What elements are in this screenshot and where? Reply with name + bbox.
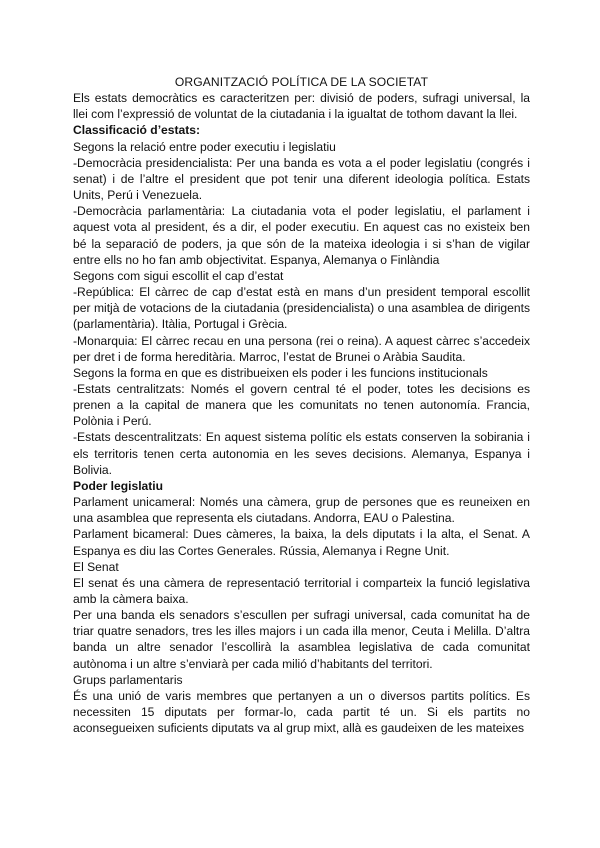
section-heading-legislative-power: Poder legislatiu xyxy=(73,478,164,493)
paragraph-monarchy: -Monarquia: El càrrec recau en una persona (rei o reina). A aquest càrrec s’accedeix per dret i de forma hereditària. Marroc, l’estat de Brunei o Aràbia Saudita. xyxy=(73,333,530,364)
paragraph-presidential-democracy: -Democràcia presidencialista: Per una banda es vota a el poder legislatiu (congrés i senat) i de l’altre el president que pot tenir una diferent ideologia política. Estats Units, Perú i Venezuela. xyxy=(73,155,530,203)
paragraph-unicameral: Parlament unicameral: Només una càmera, grup de persones que es reuneixen en una asamblea que representa els ciutadans. Andorra, EAU o Palestina. xyxy=(73,495,530,526)
document-page xyxy=(73,74,530,736)
subheading-head-of-state: Segons com sigui escollit el cap d’estat xyxy=(73,268,284,283)
subheading-parliamentary-groups: Grups parlamentaris xyxy=(73,672,183,687)
subheading-executive-legislative: Segons la relació entre poder executiu i legislatiu xyxy=(73,139,336,154)
subheading-power-distribution: Segons la forma en que es distribueixen els poder i les funcions institucionals xyxy=(73,365,488,380)
section-heading-classification: Classificació d’estats: xyxy=(73,123,201,138)
paragraph-parliamentary-groups: És una unió de varis membres que pertanyen a un o diversos partits polítics. Es necessiten 15 diputats per formar-lo, cada partit té un. Si els partits no aconsegueixen suficients diputats va al grup mixt, allà es gaudeixen de les mateixes xyxy=(73,688,530,736)
paragraph-senators-election: Per una banda els senadors s’escullen per sufragi universal, cada comunitat ha de triar quatre senadors, tres les illes majors i un cada illa menor, Ceuta i Melilla. D’altra banda un altre senador l’escollirà la asamblea legislativa de cada comunitat autònoma i un altre s’enviarà per cada milió d’habitants del territori. xyxy=(73,608,530,671)
paragraph-decentralized-states: -Estats descentralitzats: En aquest sistema polític els estats conserven la sobirania i els territoris tenen certa autonomia en les seves decisions. Alemanya, Espanya i Bolivia. xyxy=(73,430,530,477)
paragraph-republic: -República: El càrrec de cap d’estat està en mans d’un president temporal escollit per mitjà de votacions de la ciutadania (presidencialista) o una asamblea de dirigents (parlamentària). Itàlia, Portugal i Grècia. xyxy=(73,285,530,332)
paragraph-parliamentary-democracy: -Democràcia parlamentària: La ciutadania vota el poder legislatiu, el parlament i aquest vota al president, és a dir, el poder executiu. En aquest cas no existeix ben bé la separació de poders, ja que són de la mateixa ideologia i si s’han de vigilar entre ells no ho fan amb objectivitat. Espanya, Alemanya o Finlàndia xyxy=(73,204,530,267)
paragraph-bicameral: Parlament bicameral: Dues càmeres, la baixa, la dels diputats i la alta, el Senat. A Espanya es diu las Cortes Generales. Rússia, Alemanya i Regne Unit. xyxy=(73,527,530,558)
subheading-senate: El Senat xyxy=(73,559,119,574)
intro-paragraph: Els estats democràtics es caracteritzen per: divisió de poders, sufragi universal, la llei com l’expressió de voluntat de la ciutadania i la igualtat de tothom davant la llei. xyxy=(73,91,530,122)
paragraph-centralized-states: -Estats centralitzats: Només el govern central té el poder, totes les decisions es prenen a la capital de manera que les comunitats no tenen autonomía. Francia, Polònia i Perú. xyxy=(73,381,530,429)
paragraph-senate-definition: El senat és una càmera de representació territorial i comparteix la funció legislativa amb la càmera baixa. xyxy=(73,575,530,606)
document-title: ORGANITZACIÓ POLÍTICA DE LA SOCIETAT xyxy=(174,75,429,89)
